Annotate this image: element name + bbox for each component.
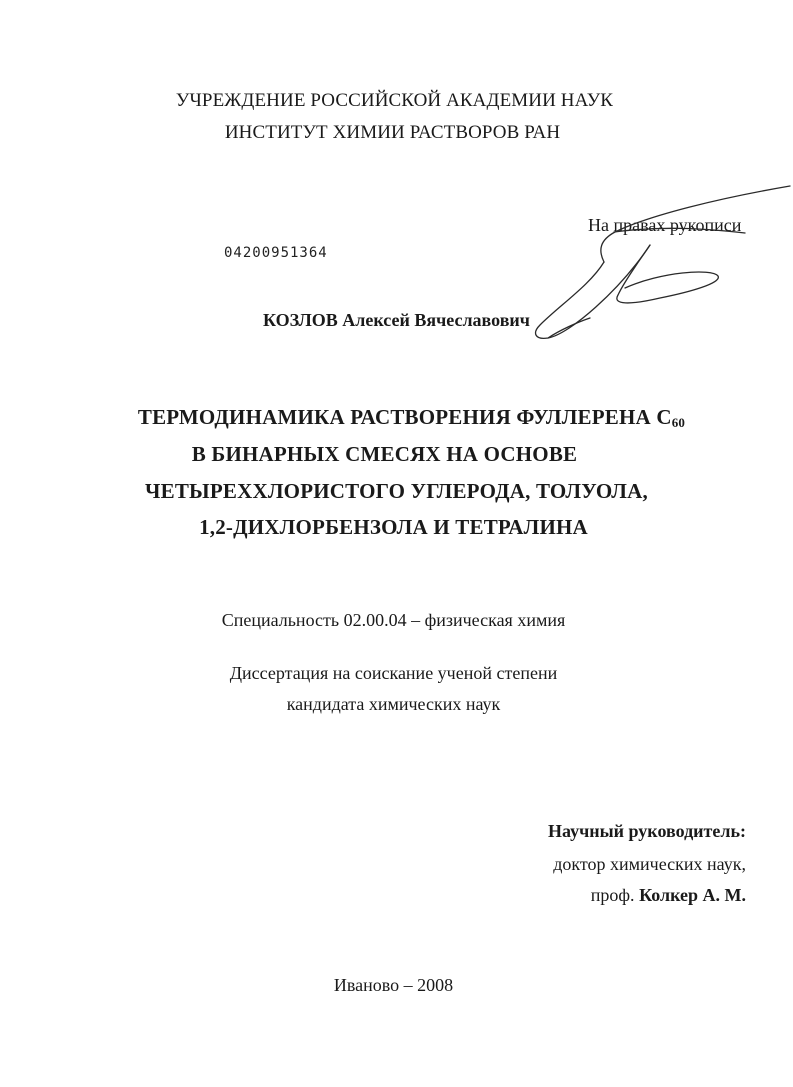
author-name xyxy=(0,310,793,331)
title-line-1 xyxy=(15,405,793,431)
author-surname: КОЗЛОВ xyxy=(263,310,338,330)
institution-line-1: УЧРЕЖДЕНИЕ РОССИЙСКОЙ АКАДЕМИИ НАУК xyxy=(175,90,614,111)
specialty: Специальность 02.00.04 – физическая химия xyxy=(221,610,566,630)
title-line-3: ЧЕТЫРЕХХЛОРИСТОГО УГЛЕРОДА, ТОЛУОЛА, xyxy=(145,479,648,503)
dissertation-line-1: Диссертация на соискание ученой степени xyxy=(229,663,558,683)
author-given-names: Алексей Вячеславович xyxy=(342,310,530,330)
supervisor-title-prefix: проф. xyxy=(590,885,635,905)
institution-line-2: ИНСТИТУТ ХИМИИ РАСТВОРОВ РАН xyxy=(224,122,561,143)
title-line-4: 1,2-ДИХЛОРБЕНЗОЛА И ТЕТРАЛИНА xyxy=(199,515,588,539)
supervisor-surname: Колкер А. М. xyxy=(639,885,746,905)
title-subscript: 60 xyxy=(671,415,686,430)
archive-stamp-number: 04200951364 xyxy=(224,245,328,261)
supervisor-heading: Научный руководитель: xyxy=(548,821,746,841)
title-line-1-text: ТЕРМОДИНАМИКА РАСТВОРЕНИЯ ФУЛЛЕРЕНА С xyxy=(137,405,672,429)
place-year: Иваново – 2008 xyxy=(333,975,454,995)
supervisor-name xyxy=(591,885,746,906)
supervisor-degree: доктор химических наук, xyxy=(553,854,746,874)
rights-note: На правах рукописи xyxy=(588,215,742,235)
dissertation-line-2: кандидата химических наук xyxy=(286,694,501,714)
title-line-2: В БИНАРНЫХ СМЕСЯХ НА ОСНОВЕ xyxy=(191,442,578,466)
